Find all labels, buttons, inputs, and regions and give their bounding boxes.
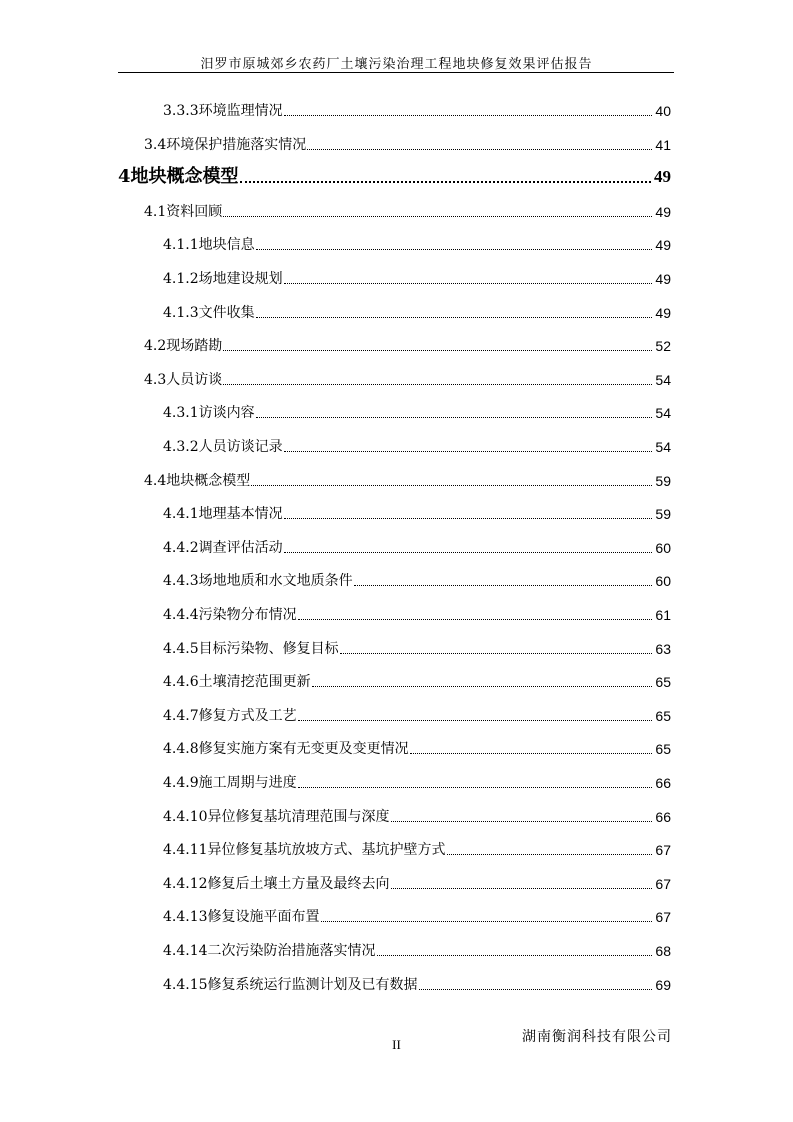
toc-entry-label: 4.4.10异位修复基坑清理范围与深度 xyxy=(163,808,390,825)
toc-entry[interactable] xyxy=(163,404,671,422)
toc-entry-page: 49 xyxy=(655,203,671,220)
toc-entry-page: 66 xyxy=(655,775,671,791)
toc-entry[interactable] xyxy=(163,740,671,758)
toc-leader-dots xyxy=(240,180,651,183)
toc-entry-label: 3.3.3环境监理情况 xyxy=(163,103,283,119)
toc-entry-label: 4.3.2人员访谈记录 xyxy=(163,439,283,455)
toc-entry[interactable] xyxy=(163,976,671,994)
toc-entry-label: 4.3.1访谈内容 xyxy=(163,405,255,422)
toc-entry-label: 4.4.7修复方式及工艺 xyxy=(163,707,297,724)
toc-entry-page: 59 xyxy=(655,506,671,523)
toc-entry[interactable] xyxy=(163,236,671,254)
toc-entry-page: 54 xyxy=(655,405,671,422)
toc-entry-label: 4.1资料回顾 xyxy=(144,203,223,220)
toc-entry-label: 4.4.5目标污染物、修复目标 xyxy=(163,640,339,657)
toc-leader-dots xyxy=(256,416,653,418)
toc-entry-label: 4.4.9施工周期与进度 xyxy=(163,775,297,791)
toc-entry-label: 4.4.15修复系统运行监测计划及已有数据 xyxy=(163,976,418,993)
toc-leader-dots xyxy=(410,752,653,754)
toc-entry-page: 59 xyxy=(655,472,671,489)
toc-entry[interactable] xyxy=(163,942,671,960)
page-number: II xyxy=(392,1037,401,1052)
toc-entry-page: 67 xyxy=(655,842,671,859)
toc-entry-page: 66 xyxy=(655,808,671,825)
toc-entry-label: 4.1.3文件收集 xyxy=(163,304,255,321)
toc-leader-dots xyxy=(298,786,653,788)
toc-entry-page: 52 xyxy=(655,338,671,355)
toc-leader-dots xyxy=(298,618,653,620)
toc-leader-dots xyxy=(284,450,653,452)
toc-entry-page: 60 xyxy=(655,573,671,590)
toc-leader-dots xyxy=(307,148,652,150)
toc-entry-label: 4.4地块概念模型 xyxy=(144,472,251,489)
toc-entry[interactable] xyxy=(163,539,671,557)
toc-leader-dots xyxy=(251,484,652,486)
toc-entry-page: 49 xyxy=(655,271,671,287)
toc-entry-label: 3.4环境保护措施落实情况 xyxy=(144,136,307,153)
toc-entry-page: 65 xyxy=(655,707,671,724)
toc-entry[interactable] xyxy=(163,438,671,456)
toc-entry-page: 54 xyxy=(655,439,671,455)
toc-entry-page: 54 xyxy=(655,371,671,388)
header-title: 汨罗市原城郊乡农药厂土壤污染治理工程地块修复效果评估报告 xyxy=(200,57,593,72)
toc-entry-page: 40 xyxy=(655,103,671,119)
toc-entry-label: 4.4.3场地地质和水文地质条件 xyxy=(163,573,353,590)
toc-leader-dots xyxy=(284,114,653,116)
toc-leader-dots xyxy=(256,316,653,318)
toc-entry[interactable] xyxy=(144,472,671,490)
toc-entry-label: 4.4.6土壤清挖范围更新 xyxy=(163,674,311,691)
toc-leader-dots xyxy=(284,551,653,553)
toc-entry[interactable] xyxy=(163,572,671,590)
toc-leader-dots xyxy=(340,652,653,654)
toc-entry-label: 4.4.11异位修复基坑放坡方式、基坑护壁方式 xyxy=(163,842,446,859)
toc-entry[interactable] xyxy=(163,841,671,859)
toc-entry[interactable] xyxy=(163,270,671,288)
toc-entry-label: 4.4.2调查评估活动 xyxy=(163,539,283,556)
toc-entry[interactable] xyxy=(144,371,671,389)
toc-entry[interactable] xyxy=(163,808,671,826)
toc-entry-label: 4.4.12修复后土壤土方量及最终去向 xyxy=(163,875,390,892)
toc-entry-label: 4地块概念模型 xyxy=(118,166,239,188)
toc-entry[interactable] xyxy=(163,102,671,120)
toc-leader-dots xyxy=(377,954,653,956)
toc-leader-dots xyxy=(256,248,653,250)
toc-leader-dots xyxy=(321,920,653,922)
toc-leader-dots xyxy=(312,685,653,687)
toc-entry[interactable] xyxy=(163,505,671,523)
toc-entry-page: 41 xyxy=(655,136,671,153)
toc-entry[interactable] xyxy=(163,606,671,624)
toc-entry[interactable] xyxy=(163,774,671,792)
toc-leader-dots xyxy=(284,517,653,519)
toc-entry-label: 4.1.2场地建设规划 xyxy=(163,271,283,287)
toc-leader-dots xyxy=(284,282,653,284)
toc-entry-label: 4.4.13修复设施平面布置 xyxy=(163,909,320,926)
toc-entry[interactable] xyxy=(163,908,671,926)
toc-entry[interactable] xyxy=(144,337,671,355)
toc-leader-dots xyxy=(419,988,653,990)
toc-entry[interactable] xyxy=(163,707,671,725)
toc-leader-dots xyxy=(391,820,653,822)
toc-entry-page: 63 xyxy=(655,640,671,657)
toc-entry-label: 4.4.1地理基本情况 xyxy=(163,506,283,523)
toc-entry-page: 61 xyxy=(655,607,671,623)
toc-entry[interactable] xyxy=(118,166,671,188)
toc-entry[interactable] xyxy=(144,136,671,154)
toc-leader-dots xyxy=(223,215,652,217)
toc-entry-page: 67 xyxy=(655,875,671,892)
toc-leader-dots xyxy=(298,719,653,721)
toc-entry-label: 4.2现场踏勘 xyxy=(144,338,223,355)
toc-entry-label: 4.4.4污染物分布情况 xyxy=(163,607,297,623)
toc-leader-dots xyxy=(447,853,653,855)
toc-entry-page: 49 xyxy=(655,237,671,254)
toc-entry-label: 4.4.8修复实施方案有无变更及变更情况 xyxy=(163,741,409,758)
toc-entry-page: 65 xyxy=(655,741,671,758)
toc-entry[interactable] xyxy=(163,304,671,322)
toc-entry[interactable] xyxy=(144,203,671,221)
toc-leader-dots xyxy=(391,887,653,889)
company-name: 湖南衡润科技有限公司 xyxy=(522,1029,672,1045)
toc-leader-dots xyxy=(354,584,653,586)
toc-entry-page: 65 xyxy=(655,674,671,691)
toc-entry-page: 67 xyxy=(655,909,671,926)
toc-entry-page: 49 xyxy=(654,167,671,187)
toc-entry-label: 4.3人员访谈 xyxy=(144,371,223,388)
toc-leader-dots xyxy=(223,349,652,351)
toc-entry-page: 69 xyxy=(655,976,671,993)
toc-entry-label: 4.4.14二次污染防治措施落实情况 xyxy=(163,943,376,959)
toc-entry-page: 60 xyxy=(655,539,671,556)
toc-entry-page: 68 xyxy=(655,943,671,959)
toc-entry[interactable] xyxy=(163,640,671,658)
toc-entry[interactable] xyxy=(163,673,671,691)
toc-entry-label: 4.1.1地块信息 xyxy=(163,237,255,254)
toc-entry[interactable] xyxy=(163,875,671,893)
toc-leader-dots xyxy=(223,383,652,385)
toc-entry-page: 49 xyxy=(655,304,671,321)
